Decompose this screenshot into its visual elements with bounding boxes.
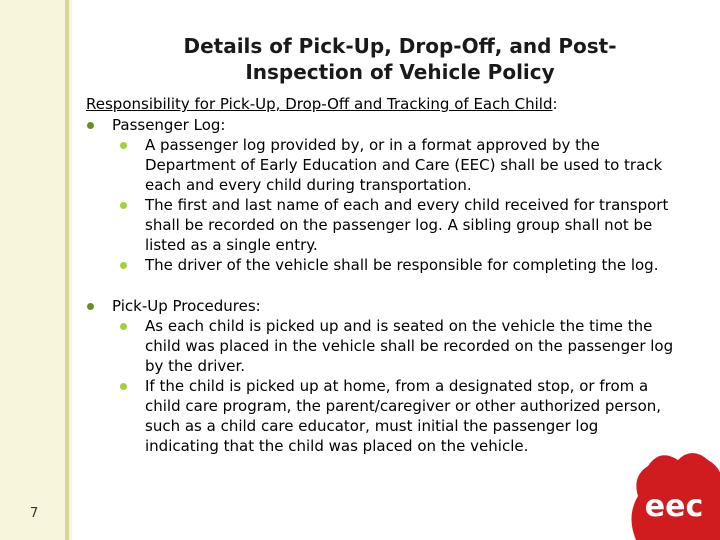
heading-text: Responsibility for Pick-Up, Drop-Off and Tracking of Each Child [86, 95, 553, 113]
eec-logo [630, 446, 720, 540]
bullet-dot-icon [120, 202, 127, 209]
section-heading [86, 94, 676, 114]
sub-bullet-text: The driver of the vehicle shall be responsible for completing the log. [145, 256, 659, 274]
bullet-dot-icon [120, 383, 127, 390]
bullet-pick-up-procedures [86, 296, 676, 316]
eec-logo-icon [630, 446, 720, 540]
sidebar-band [0, 0, 72, 540]
bullet-dot-icon [120, 262, 127, 269]
title-line-2: Inspection of Vehicle Policy [245, 60, 555, 84]
heading-colon: : [552, 95, 558, 113]
bullet-label: Passenger Log: [112, 116, 226, 134]
sub-bullet [112, 255, 676, 275]
sub-bullet [112, 135, 676, 195]
bullet-dot-icon [87, 122, 94, 129]
sub-bullet-text: As each child is picked up and is seated on the vehicle the time the child was placed in the vehicle shall be recorded on the passenger log by the driver. [145, 317, 674, 375]
sub-bullet-text: If the child is picked up at home, from a designated stop, or from a child care program, the parent/caregiver or other authorized person, such as a child care educator, must initial the passenger log indicating that the child was placed on the vehicle. [145, 377, 662, 455]
slide-title [90, 33, 710, 85]
page-number: 7 [30, 506, 39, 521]
sub-bullet-text: A passenger log provided by, or in a format approved by the Department of Early Education and Care (EEC) shall be used to track each and every child during transportation. [145, 136, 663, 194]
sub-bullet-text: The first and last name of each and every child received for transport shall be recorded on the passenger log. A sibling group shall not be listed as a single entry. [145, 196, 669, 254]
sub-bullet [112, 316, 676, 376]
bullet-passenger-log [86, 115, 676, 135]
bullet-label: Pick-Up Procedures: [112, 297, 261, 315]
slide-body [86, 94, 676, 456]
logo-text: eec [644, 489, 704, 524]
bullet-dot-icon [120, 142, 127, 149]
sidebar-stripe [65, 0, 69, 540]
title-line-1: Details of Pick-Up, Drop-Off, and Post- [183, 34, 617, 58]
sub-bullet [112, 195, 676, 255]
bullet-dot-icon [87, 303, 94, 310]
bullet-dot-icon [120, 323, 127, 330]
sub-bullet [112, 376, 676, 456]
